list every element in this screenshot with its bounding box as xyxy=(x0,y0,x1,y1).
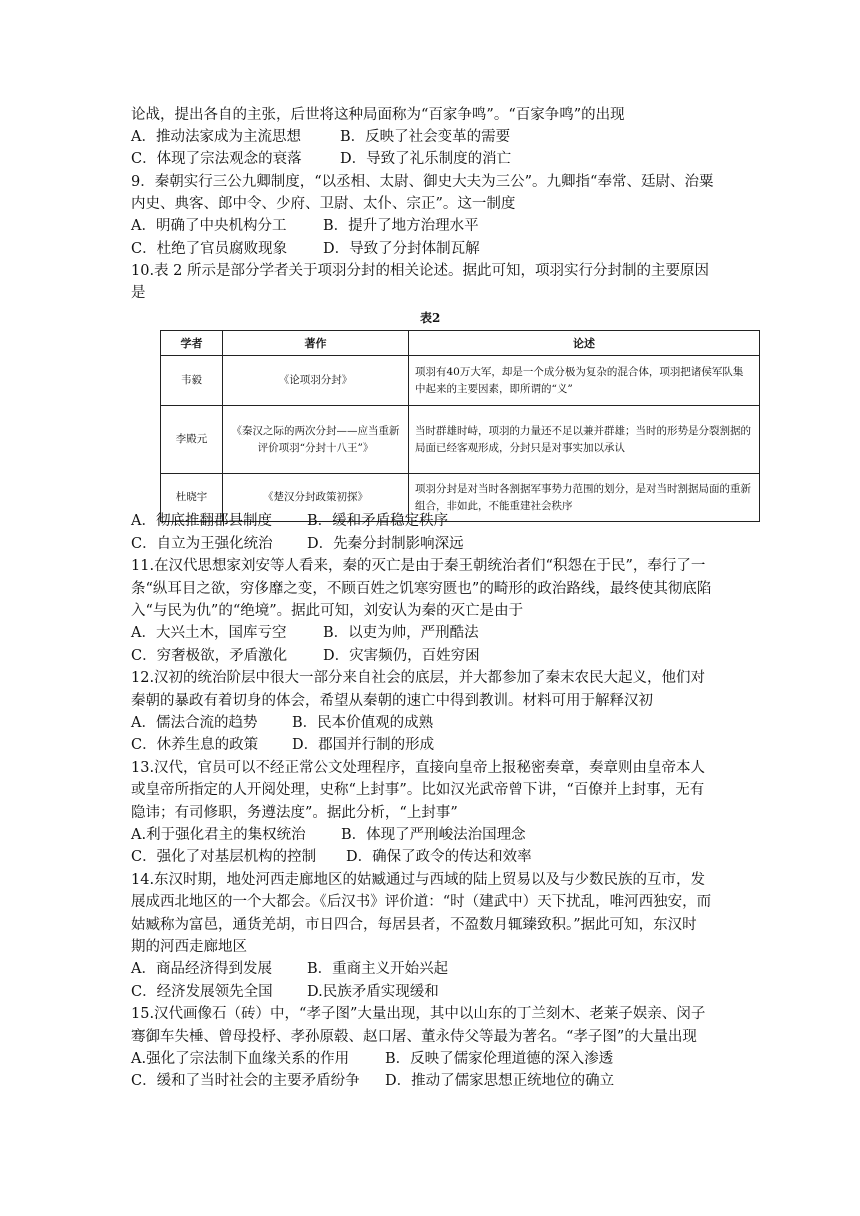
table-title: 表2 xyxy=(420,311,441,325)
q10-option-b: B．缓和矛盾稳定秩序 xyxy=(307,513,449,529)
q8-option-c: C．体现了宗法观念的衰落 xyxy=(131,151,302,167)
q9-option-b: B．提升了地方治理水平 xyxy=(323,218,479,234)
q10-stem-line2: 是 xyxy=(131,285,146,301)
q14-stem-line1: 14.东汉时期，地处河西走廊地区的姑臧通过与西域的陆上贸易以及与少数民族的互市，发 xyxy=(131,872,706,888)
q11-stem-line2: 条“纵耳目之欲，穷侈靡之变，不顾百姓之饥寒穷匮也”的畸形的政治路线，最终使其彻底陷 xyxy=(131,581,712,597)
q10-option-a: A．彻底推翻郡县制度 xyxy=(131,513,272,529)
q9-option-d: D．导致了分封体制瓦解 xyxy=(323,241,480,257)
q10-options-row2 xyxy=(131,533,464,555)
cell-scholar: 杜晓宇 xyxy=(161,474,223,522)
cell-desc: 项羽分封是对当时各割据军事势力范围的划分，是对当时割据局面的重新组合，非如此，不能重建社会秩序 xyxy=(409,474,760,522)
q14-options-row1 xyxy=(131,958,448,980)
table-row xyxy=(161,406,760,474)
q14-options-row2 xyxy=(131,981,439,1003)
q14-option-b: B．重商主义开始兴起 xyxy=(307,961,449,977)
header-desc: 论述 xyxy=(409,331,760,356)
q11-stem-line3: 入“与民为仇”的“绝境”。据此可知，刘安认为秦的灭亡是由于 xyxy=(131,603,524,619)
q12-option-b: B．民本价值观的成熟 xyxy=(292,715,434,731)
q11-option-b: B．以吏为帅，严刑酷法 xyxy=(323,625,479,641)
q13-option-b: B．体现了严刑峻法治国理念 xyxy=(341,827,526,843)
q8-stem-tail: 论战，提出各自的主张，后世将这种局面称为“百家争鸣”。“百家争鸣”的出现 xyxy=(131,107,625,123)
q9-stem-line2: 内史、典客、郎中令、少府、卫尉、太仆、宗正”。这一制度 xyxy=(131,196,516,212)
q15-stem-line1: 15.汉代画像石（砖）中，“孝子图”大量出现，其中以山东的丁兰刻木、老莱子娱亲、闵子 xyxy=(131,1006,706,1022)
q11-options-row1 xyxy=(131,622,479,644)
table-row xyxy=(161,356,760,406)
cell-work: 《秦汉之际的两次分封——应当重新评价项羽“分封十八王”》 xyxy=(223,406,409,474)
q10-stem-line1: 10.表 2 所示是部分学者关于项羽分封的相关论述。据此可知，项羽实行分封制的主要原因 xyxy=(131,263,709,279)
q15-option-c: C．缓和了当时社会的主要矛盾纷争 xyxy=(131,1073,360,1089)
q15-options-row2 xyxy=(131,1070,614,1092)
q11-stem-line1: 11.在汉代思想家刘安等人看来，秦的灭亡是由于秦王朝统治者们“积怨在于民”，奉行了一 xyxy=(131,558,706,574)
q11-option-c: C．穷奢极欲，矛盾激化 xyxy=(131,648,288,664)
q9-option-a: A．明确了中央机构分工 xyxy=(131,218,287,234)
q10-option-d: D．先秦分封制影响深远 xyxy=(307,536,464,552)
q9-options-row1 xyxy=(131,215,479,237)
cell-scholar: 韦毅 xyxy=(161,356,223,406)
q8-option-b: B．反映了社会变革的需要 xyxy=(340,129,511,145)
q8-options-row1 xyxy=(131,126,510,148)
q12-stem-line1: 12.汉初的统治阶层中很大一部分来自社会的底层，并大都参加了秦末农民大起义，他们对 xyxy=(131,670,706,686)
q13-stem-line2: 或皇帝所指定的人开阅处理，史称“上封事”。比如汉光武帝曾下讲，“百僚并上封事，无有 xyxy=(131,782,705,798)
q12-stem-line2: 秦朝的暴政有着切身的体会，希望从秦朝的速亡中得到教训。材料可用于解释汉初 xyxy=(131,693,653,709)
cell-work: 《楚汉分封政策初探》 xyxy=(223,474,409,522)
q9-option-c: C．杜绝了官员腐败现象 xyxy=(131,241,288,257)
q15-stem-line2: 骞御车失棰、曾母投杼、孝孙原毂、赵口屠、董永侍父等最为著名。“孝子图”的大量出现 xyxy=(131,1029,697,1045)
q11-option-d: D．灾害频仍，百姓穷困 xyxy=(323,648,480,664)
q12-option-d: D．郡国并行制的形成 xyxy=(292,737,435,753)
q10-options-row1 xyxy=(131,510,448,532)
q13-options-row1 xyxy=(131,824,526,846)
table-2 xyxy=(160,330,760,522)
q13-option-d: D．确保了政令的传达和效率 xyxy=(346,849,532,865)
q13-stem-line3: 隐讳；有司修职，务遵法度”。据此分析，“上封事” xyxy=(131,805,458,821)
q9-stem-line1: 9．秦朝实行三公九卿制度，“以丞相、太尉、御史大夫为三公”。九卿指“奉常、廷尉、治粟 xyxy=(131,174,714,190)
q13-options-row2 xyxy=(131,846,532,868)
q11-options-row2 xyxy=(131,645,480,667)
q12-option-c: C．休养生息的政策 xyxy=(131,737,259,753)
q8-option-d: D．导致了礼乐制度的消亡 xyxy=(340,151,512,167)
q14-option-a: A．商品经济得到发展 xyxy=(131,961,272,977)
q14-option-c: C．经济发展领先全国 xyxy=(131,984,273,1000)
q14-stem-line4: 期的河西走廊地区 xyxy=(131,939,247,955)
header-work: 著作 xyxy=(223,331,409,356)
q14-stem-line3: 姑臧称为富邑，通货羌胡，市日四合，每居县者，不盈数月辄臻致积。”据此可知，东汉时 xyxy=(131,917,697,933)
table-header-row xyxy=(161,331,760,356)
q8-option-a: A．推动法家成为主流思想 xyxy=(131,129,301,145)
cell-desc: 当时群雄时峙，项羽的力量还不足以兼并群雄；当时的形势是分裂割据的局面已经客观形成，分封只是对事实加以承认 xyxy=(409,406,760,474)
q15-option-d: D．推动了儒家思想正统地位的确立 xyxy=(385,1073,615,1089)
q15-options-row1 xyxy=(131,1048,613,1070)
q15-option-b: B．反映了儒家伦理道德的深入渗透 xyxy=(385,1051,614,1067)
cell-desc: 项羽有40万大军，却是一个成分极为复杂的混合体，项羽把诸侯军队集中起来的主要因素，即所谓的“义” xyxy=(409,356,760,406)
header-scholar: 学者 xyxy=(161,331,223,356)
q12-option-a: A．儒法合流的趋势 xyxy=(131,715,258,731)
cell-scholar: 李殿元 xyxy=(161,406,223,474)
q14-stem-line2: 展成西北地区的一个大都会。《后汉书》评价道：“时（建武中）天下扰乱，唯河西独安，而 xyxy=(131,894,712,910)
q12-options-row1 xyxy=(131,712,433,734)
q13-stem-line1: 13.汉代，官员可以不经正常公文处理程序，直接向皇帝上报秘密奏章，奏章则由皇帝本人 xyxy=(131,760,706,776)
q13-option-c: C．强化了对基层机构的控制 xyxy=(131,849,317,865)
q14-option-d: D.民族矛盾实现缓和 xyxy=(307,984,439,1000)
q10-option-c: C．自立为王强化统治 xyxy=(131,536,273,552)
cell-work: 《论项羽分封》 xyxy=(223,356,409,406)
q11-option-a: A．大兴土木，国库亏空 xyxy=(131,625,287,641)
q12-options-row2 xyxy=(131,734,434,756)
q8-options-row2 xyxy=(131,148,511,170)
q13-option-a: A.利于强化君主的集权统治 xyxy=(131,827,306,843)
q9-options-row2 xyxy=(131,238,480,260)
q15-option-a: A.强化了宗法制下血缘关系的作用 xyxy=(131,1051,350,1067)
